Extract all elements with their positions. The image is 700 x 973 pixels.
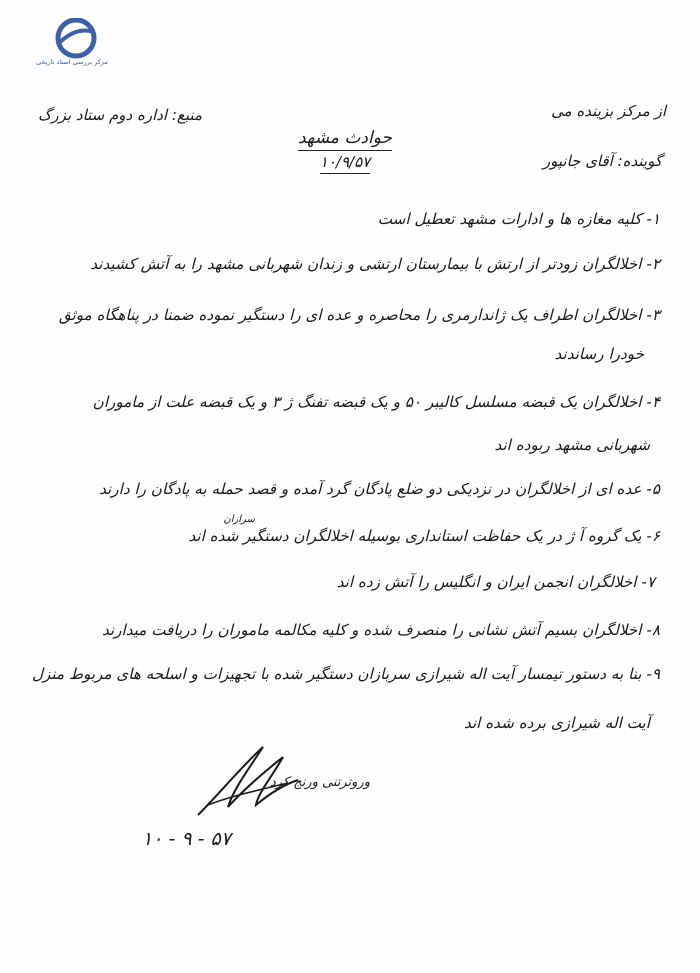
footer-date: ۱۰ - ۹ - ۵۷ — [142, 828, 231, 850]
report-item-8: ۸- اخلالگران بسیم آتش نشانی را منصرف شده و کلیه مکالمه ماموران را دریافت میدارند — [101, 621, 660, 639]
report-item-2: ۲- اخلالگران زودتر از ارتش با بیمارستان ارتشی و زندان شهربانی مشهد را به آتش کشیدند — [90, 255, 660, 273]
report-item-4: ۴- اخلالگران یک قبضه مسلسل کالیبر ۵۰ و یک قبضه تفنگ ژ ۳ و یک قبضه علت از ماموران — [92, 393, 660, 411]
report-item-5: ۵- عده ای از اخلالگران در نزدیکی دو ضلع پادگان گرد آمده و قصد حمله به پادگان را دارند — [99, 480, 660, 498]
report-item-9-continued: آیت اله شیرازی برده شده اند — [463, 714, 650, 732]
report-item-9: ۹- بنا به دستور تیمسار آیت اله شیرازی سربازان دستگیر شده با تجهیزات و اسلحه های مربوط منزل — [31, 665, 660, 683]
archive-logo — [28, 18, 123, 78]
report-item-3: ۳- اخلالگران اطراف یک ژاندارمری را محاصره و عده ای را دستگیر نموده ضمنا در پناهگاه موثق — [58, 306, 660, 324]
handwritten-signature — [188, 735, 308, 830]
report-item-1: ۱- کلیه مغازه ها و ادارات مشهد تعطیل است — [377, 210, 660, 228]
archive-caption: مرکز بررسی اسناد تاریخی — [36, 58, 108, 66]
report-item-7: ۷- اخلالگران انجمن ایران و انگلیس را آتش زده اند — [336, 573, 655, 591]
source-line: منبع: اداره دوم ستاد بزرگ — [38, 106, 202, 124]
signature-text: وروترتنی ورنج کرد — [270, 775, 370, 790]
report-item-6: ۶- یک گروه آ ژ در یک حفاظت استانداری بوسیله اخلالگران دستگیر شده اند — [188, 527, 660, 545]
archive-logo-icon — [28, 18, 123, 60]
document-title: حوادث مشهد — [298, 128, 392, 151]
speaker-line: گوینده: آقای جانپور — [542, 152, 662, 170]
report-item-3-continued: خودرا رساندند — [554, 345, 644, 363]
report-item-6-note: سرازان — [223, 514, 255, 525]
report-item-4-continued: شهربانی مشهد ربوده اند — [494, 436, 650, 454]
document-title-block — [280, 128, 410, 174]
document-title-date: ۱۰/۹/۵۷ — [320, 153, 370, 174]
sender-line: از مرکز بزینده می — [551, 102, 666, 120]
